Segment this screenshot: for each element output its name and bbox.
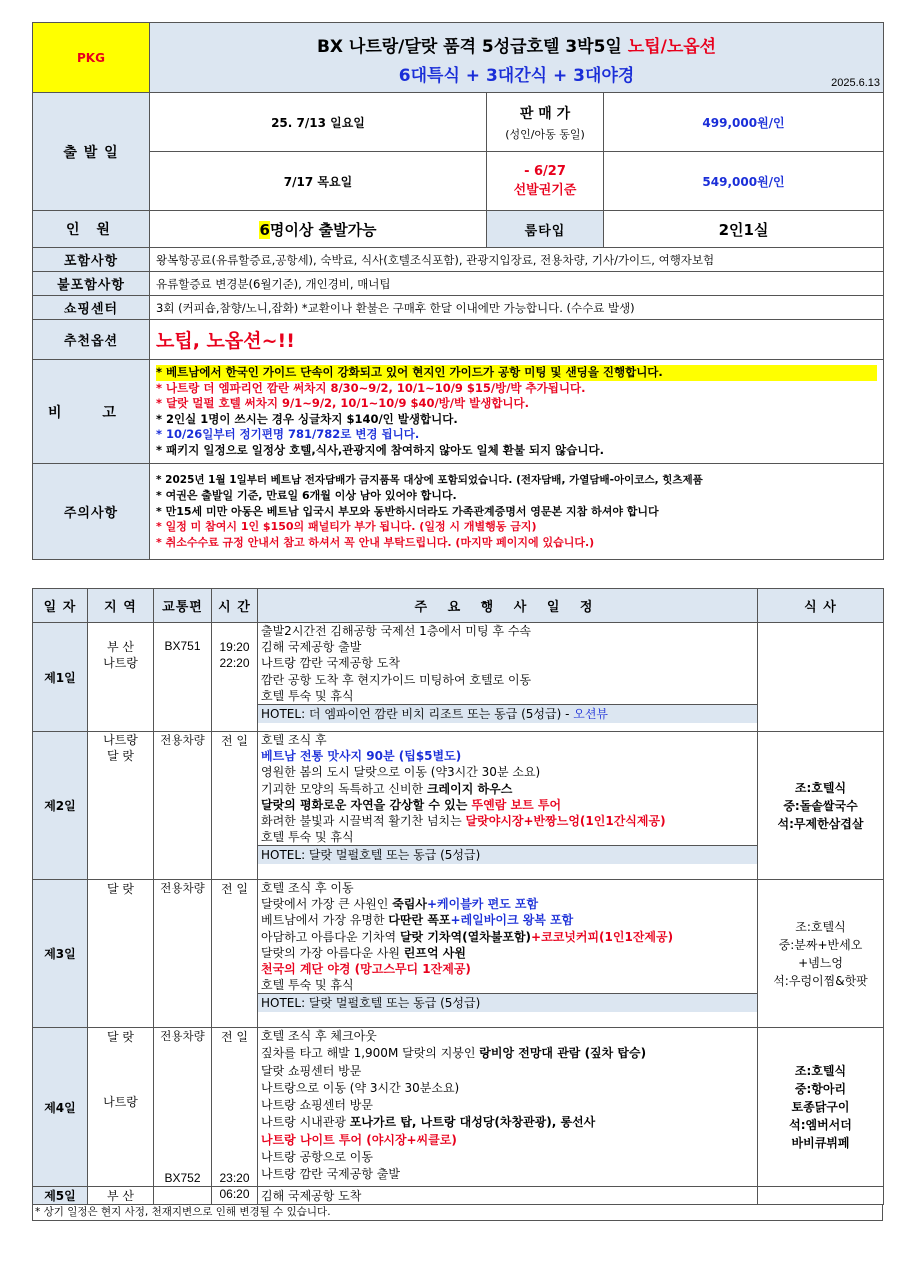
meals-cell	[758, 1028, 884, 1187]
schedule-line	[261, 945, 754, 961]
people-value	[150, 211, 487, 248]
meal-item: 석:엠버서더	[789, 1118, 852, 1132]
remarks-list	[150, 360, 884, 464]
schedule-cell	[258, 623, 758, 732]
transport: 전용차량	[154, 732, 212, 880]
summary-table	[32, 22, 884, 560]
early-booking-label: 선발권기준	[513, 183, 577, 198]
people-value-text: 명이상 출발가능	[269, 220, 377, 239]
included-label: 포함사항	[33, 248, 150, 272]
itinerary-row-day5	[33, 1187, 884, 1205]
time-cell	[212, 623, 258, 732]
region: 부 산	[107, 640, 134, 654]
caution-list	[150, 464, 884, 560]
departure-date-1: 25. 7/13 일요일	[150, 93, 487, 152]
meal-item: 석:우렁이찜&핫팟	[773, 973, 868, 988]
day-label: 제1일	[33, 623, 88, 732]
schedule-line	[261, 896, 754, 912]
early-booking-date: - 6/27	[524, 164, 566, 179]
caution-line: * 취소수수료 규정 안내서 참고 하셔서 꼭 안내 부탁드립니다. (마지막 페이지에 있습니다.)	[156, 535, 595, 549]
room-type-label: 룸타입	[487, 211, 604, 248]
departure-date-2: 7/17 목요일	[150, 152, 487, 211]
hotel-line: HOTEL: 달랏 멀펄호텔 또는 동급 (5성급)	[258, 993, 757, 1012]
itinerary-footnote: * 상기 일정은 현지 사정, 천재지변으로 인해 변경될 수 있습니다.	[32, 1205, 883, 1221]
itinerary-table	[32, 588, 884, 1205]
flight-number: BX752	[164, 1171, 201, 1185]
region: 나트랑	[103, 733, 138, 747]
day-label: 제3일	[33, 880, 88, 1028]
min-people-number: 6	[259, 220, 270, 239]
caution-label: 주의사항	[33, 464, 150, 560]
excluded-value: 유류할증료 변경분(6월기준), 개인경비, 매너팁	[150, 272, 884, 296]
schedule-line: 김해 국제공항 출발	[261, 640, 362, 655]
remark-line: * 나트랑 더 엠파리언 깜란 써차지 8/30~9/2, 10/1~10/9 $15/방/박 추가됩니다.	[156, 380, 586, 395]
attraction: 포나가르 탑, 나트랑 대성당(차창관광), 롱선사	[349, 1115, 596, 1130]
transport: 전용차량	[154, 880, 212, 1028]
caution-line: * 여권은 출발일 기준, 만료일 6개월 이상 남아 있어야 합니다.	[156, 489, 457, 503]
recommend-label: 추천옵션	[33, 320, 150, 360]
title-highlight: 노팁/노옵션	[627, 36, 717, 57]
price-sub-label: (성인/아동 동일)	[505, 127, 585, 141]
caution-line: * 2025년 1월 1일부터 베트남 전자담배가 금지품목 대상에 포함되었습니다. (전자담배, 가열담배-아이코스, 힛츠제품	[156, 473, 703, 486]
col-header-transport: 교통편	[154, 589, 212, 623]
early-booking-cell	[487, 152, 604, 211]
recommend-value: 노팁, 노옵션~!!	[150, 320, 884, 360]
pkg-badge: PKG	[33, 23, 150, 93]
schedule-cell	[258, 1028, 758, 1187]
time: 전 일	[212, 880, 258, 1028]
schedule-text: 달랏에서 가장 큰 사원인	[261, 897, 393, 912]
attraction-extra: +코코넛커피(1인1잔제공)	[531, 929, 674, 944]
time: 19:20	[219, 640, 250, 654]
flight-number: BX751	[164, 639, 201, 653]
schedule-line: 나트랑 깜란 국제공항 출발	[261, 1167, 400, 1182]
attraction: 다딴란 폭포	[388, 913, 451, 928]
remark-line: * 베트남에서 한국인 가이드 단속이 강화되고 있어 현지인 가이드가 공항 미팅 및 샌딩을 진행합니다.	[156, 365, 877, 381]
price-label: 판 매 가	[519, 105, 571, 122]
col-header-time: 시 간	[212, 589, 258, 623]
time: 전 일	[212, 732, 258, 880]
schedule-text: 짚차를 타고 해발 1,900M 달랏의 지붕인	[261, 1046, 480, 1061]
meals-cell	[758, 732, 884, 880]
meals-cell	[758, 623, 884, 732]
attraction: 죽림사	[392, 897, 427, 912]
schedule-line: 나트랑 공항으로 이동	[261, 1150, 373, 1165]
schedule-line	[261, 781, 754, 797]
remark-line: * 패키지 일정으로 일정상 호텔,식사,관광지에 참여하지 않아도 일체 환불 되지 않습니다.	[156, 442, 604, 457]
meals-cell	[758, 880, 884, 1028]
schedule-line	[261, 929, 754, 945]
region: 달 랏	[88, 880, 154, 1028]
meal-item: +넴느엉	[798, 955, 843, 970]
attraction: 랑비앙 전망대 관람 (짚차 탑승)	[479, 1046, 647, 1061]
time: 22:20	[219, 656, 250, 670]
remarks-label: 비 고	[33, 360, 150, 464]
region: 달 랏	[107, 749, 134, 763]
day-label: 제5일	[33, 1187, 88, 1205]
hotel-line: HOTEL: 달랏 멀펄호텔 또는 동급 (5성급)	[258, 845, 757, 864]
meal-item: 조:호텔식	[794, 780, 847, 795]
summary-section	[32, 22, 883, 560]
subtitle: 6대특식 + 3대간식 + 3대야경	[398, 65, 635, 86]
schedule-line: 호텔 투숙 및 휴식	[261, 978, 354, 993]
document-date: 2025.6.13	[831, 77, 881, 89]
shopping-value: 3회 (커피숍,참향/노니,잡화) *교환이나 환불은 구매후 한달 이내에만 가능합니다. (수수료 발생)	[150, 296, 884, 320]
schedule-text: 달랏의 가장 아름다운 사원	[261, 945, 404, 960]
meal-item: 바비큐뷔페	[791, 1136, 850, 1150]
schedule-text: 나트랑 시내관광	[261, 1115, 350, 1130]
schedule-line	[261, 912, 754, 928]
schedule-text: 베트남에서 가장 유명한	[261, 913, 389, 928]
day-label: 제2일	[33, 732, 88, 880]
col-header-schedule: 주 요 행 사 일 정	[258, 589, 758, 623]
price-2: 549,000원/인	[604, 152, 884, 211]
hotel-view: 오션뷰	[573, 707, 609, 722]
meal-item: 중:항아리	[794, 1082, 847, 1096]
transport-cell	[154, 1028, 212, 1187]
caution-line: * 일정 미 참여시 1인 $150의 패널티가 부가 됩니다. (일정 시 개별행동 금지)	[156, 520, 537, 534]
time-cell	[212, 1028, 258, 1187]
schedule-line: 나트랑 깜란 국제공항 도착	[261, 656, 400, 671]
transport-cell	[154, 623, 212, 732]
attraction: 크레이지 하우스	[426, 781, 513, 796]
meal-item: 조:호텔식	[794, 1064, 847, 1078]
schedule-line: 나트랑 쇼핑센터 방문	[261, 1098, 373, 1113]
hotel-line	[258, 704, 757, 723]
attraction-extra: +케이블카 편도 포함	[426, 897, 539, 912]
region: 달 랏	[107, 1030, 134, 1044]
attraction: 린프억 사원	[403, 945, 466, 960]
schedule-line: 호텔 투숙 및 휴식	[261, 830, 354, 845]
remark-line: * 달랏 멀펄 호텔 써차지 9/1~9/2, 10/1~10/9 $40/방/박 발생합니다.	[156, 396, 530, 410]
time: 06:20	[212, 1187, 258, 1205]
schedule-line	[261, 1114, 754, 1131]
included-value: 왕복항공료(유류할증료,공항세), 숙박료, 식사(호텔조식포함), 관광지입장료, 전용차량, 기사/가이드, 여행자보험	[150, 248, 884, 272]
schedule-cell	[258, 880, 758, 1028]
remark-line: * 2인실 1명이 쓰시는 경우 싱글차지 $140/인 발생합니다.	[156, 411, 458, 426]
meal-item: 조:호텔식	[795, 919, 846, 934]
col-header-meals: 식 사	[758, 589, 884, 623]
price-1: 499,000원/인	[604, 93, 884, 152]
schedule-line: 호텔 조식 후 체크아웃	[261, 1029, 377, 1043]
price-label-cell	[487, 93, 604, 152]
schedule-text: 기괴한 모양의 독특하고 신비한	[261, 781, 427, 796]
schedule-line: 베트남 전통 맛사지 90분 (팁$5별도)	[261, 749, 462, 764]
page-title	[150, 23, 884, 93]
region-cell	[88, 1028, 154, 1187]
schedule-line: 호텔 조식 후 이동	[261, 881, 354, 895]
region: 나트랑	[103, 656, 138, 670]
schedule-line: 호텔 조식 후	[261, 733, 327, 747]
departure-label: 출 발 일	[33, 93, 150, 211]
hotel-name: HOTEL: 더 엠파이언 깜란 비치 리조트 또는 동급 (5성급) -	[261, 707, 574, 722]
region: 나트랑	[103, 1095, 138, 1109]
shopping-label: 쇼핑센터	[33, 296, 150, 320]
col-header-region: 지 역	[88, 589, 154, 623]
schedule-line	[261, 813, 754, 829]
schedule-line: 호텔 투숙 및 휴식	[261, 688, 354, 703]
meals-cell	[758, 1187, 884, 1205]
schedule-cell	[258, 732, 758, 880]
schedule-line: 나트랑으로 이동 (약 3시간 30분소요)	[261, 1080, 460, 1095]
schedule-line	[261, 1045, 754, 1062]
meal-item: 중:분짜+반세오	[778, 937, 863, 952]
attraction: 뚜옌람 보트 투어	[471, 797, 562, 812]
time: 23:20	[219, 1171, 250, 1185]
schedule-line: 출발2시간전 김해공항 국제선 1층에서 미팅 후 수속	[261, 624, 531, 638]
region-cell	[88, 623, 154, 732]
attraction: 달랏 기차역(열차불포함)	[399, 929, 532, 944]
schedule-line	[261, 797, 754, 813]
transport: 전용차량	[160, 1029, 205, 1043]
itinerary-section	[32, 588, 883, 1221]
itinerary-row-day3	[33, 880, 884, 1028]
schedule-line: 김해 국제공항 도착	[258, 1187, 758, 1205]
attraction-extra: +레일바이크 왕복 포함	[450, 913, 574, 928]
meal-item: 토종닭구이	[791, 1100, 850, 1114]
day-label: 제4일	[33, 1028, 88, 1187]
schedule-line: 나트랑 나이트 투어 (야시장+씨클로)	[261, 1132, 457, 1147]
schedule-line: 달랏 쇼핑센터 방문	[261, 1063, 362, 1078]
room-type-value: 2인1실	[604, 211, 884, 248]
schedule-line: 천국의 계단 야경 (망고스무디 1잔제공)	[261, 962, 471, 977]
meal-item: 중:돌솥쌀국수	[783, 798, 858, 813]
schedule-text: 아담하고 아름다운 기차역	[261, 929, 400, 944]
itinerary-row-day2	[33, 732, 884, 880]
region: 부 산	[88, 1187, 154, 1205]
schedule-line: 영원한 봄의 도시 달랏으로 이동 (약3시간 30분 소요)	[261, 765, 541, 780]
transport-cell	[154, 1187, 212, 1205]
time: 전 일	[221, 1030, 248, 1044]
remark-line: * 10/26일부터 정기편명 781/782로 변경 됩니다.	[156, 427, 420, 441]
title-text: BX 나트랑/달랏 품격 5성급호텔 3박5일	[316, 36, 628, 57]
attraction: 달랏야시장+반짱느엉(1인1간식제공)	[465, 814, 666, 829]
schedule-text: 화려한 불빛과 시끌벅적 활기찬 넘치는	[261, 814, 466, 829]
caution-line: * 만15세 미만 아동은 베트남 입국시 부모와 동반하시더라도 가족관계증명서 영문본 지참 하셔야 합니다	[156, 504, 659, 518]
meal-item: 석:무제한삼겹살	[777, 816, 864, 831]
schedule-line: 깜란 공항 도착 후 현지가이드 미팅하여 호텔로 이동	[261, 672, 532, 687]
schedule-text: 달랏의 평화로운 자연을 감상할 수 있는	[261, 797, 472, 812]
itinerary-row-day4	[33, 1028, 884, 1187]
people-label: 인 원	[33, 211, 150, 248]
itinerary-row-day1	[33, 623, 884, 732]
region-cell	[88, 732, 154, 880]
excluded-label: 불포함사항	[33, 272, 150, 296]
col-header-day: 일 자	[33, 589, 88, 623]
